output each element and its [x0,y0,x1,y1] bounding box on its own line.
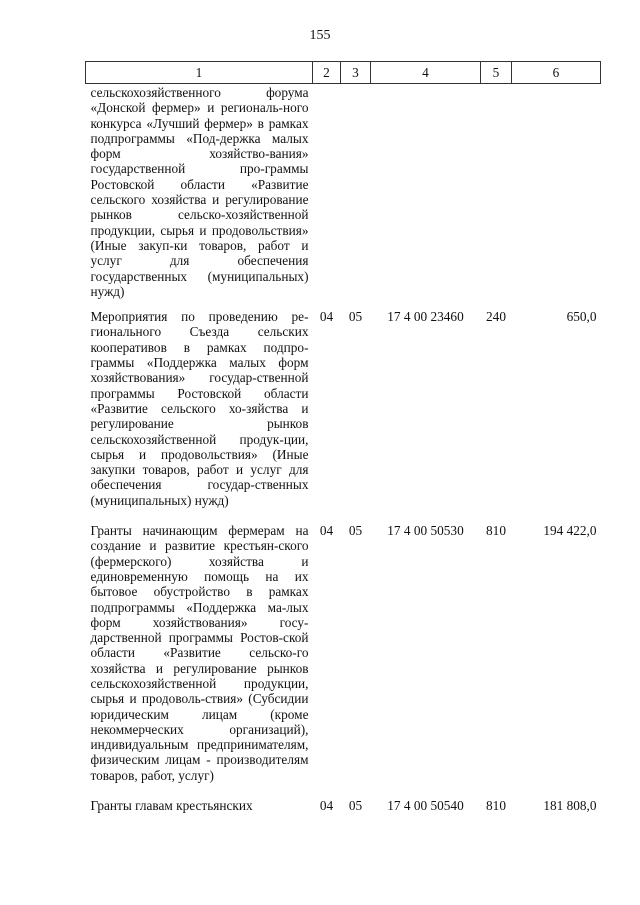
row-target-article: 17 4 00 50530 [387,523,464,539]
row-amount: 181 808,0 [543,798,597,814]
row-target-article: 17 4 00 50540 [387,798,464,814]
row-expense-type: 810 [486,523,506,539]
row-section-code: 04 [319,309,334,325]
row-description: сельскохозяйственного форума «Донской фермер» и региональ-ного конкурса «Лучший фермер» в рамках подпрограммы «Под-держка малых форм хозяйство-вания» государственной про-граммы Ростовской области «Развитие сельского хозяйства и регулирование рынков сельско-хозяйственной продукции, сырья и продовольствия» (Иные закуп-ки товаров, работ и услуг для обеспечения государственных (муниципальных) нужд) [90,85,309,299]
row-target-article: 17 4 00 23460 [387,309,464,325]
table-row [86,523,601,798]
table-row [86,798,601,828]
column-header-3: 3 [341,62,371,84]
table-header-row [86,62,601,84]
row-section-code [313,84,341,310]
row-amount: 194 422,0 [543,523,597,539]
row-target-article [371,84,481,310]
row-subsection-code: 05 [348,523,363,539]
row-subsection-code: 05 [348,798,363,814]
row-section-code: 04 [319,523,334,539]
row-amount: 650,0 [566,309,597,325]
column-header-5: 5 [481,62,512,84]
row-description: Гранты главам крестьянских [90,798,253,814]
row-expense-type [481,84,512,310]
row-description: Мероприятия по проведению ре-гионального Съезда сельских кооперативов в рамках подпро-граммы «Поддержка малых форм хозяйствования» государ-ственной программы Ростовской области «Развитие сельского хо-зяйства и регулирование рынков сельскохозяйственной продук-ции, сырья и продовольствия» (Иные закупки товаров, работ и услуг для обеспечения государ-ственных (муниципальных) нужд) [90,309,309,508]
column-header-6: 6 [512,62,601,84]
table-row [86,309,601,523]
column-header-4: 4 [371,62,481,84]
row-amount [512,84,601,310]
row-subsection-code [341,84,371,310]
row-expense-type: 240 [486,309,506,325]
row-section-code: 04 [319,798,334,814]
row-subsection-code: 05 [348,309,363,325]
table-row [86,84,601,310]
column-header-2: 2 [313,62,341,84]
row-description: Гранты начинающим фермерам на создание и развитие крестьян-ского (фермерского) хозяйства и единовременную помощь на их бытовое обустройство в рамках подпрограммы «Поддержка ма-лых форм хозяйствования» госу-дарственной программы Ростов-ской области «Развитие сельско-го хозяйства и регулирование рынков сельскохозяйственной продукции, сырья и продоволь-ствия» (Субсидии юридическим лицам (кроме некоммерческих организаций), индивидуальным предпринимателям, физическим лицам - производителям товаров, работ, услуг) [90,523,309,783]
column-header-1: 1 [86,62,313,84]
row-expense-type: 810 [486,798,506,814]
budget-table [85,61,601,828]
page-number: 155 [309,28,331,43]
